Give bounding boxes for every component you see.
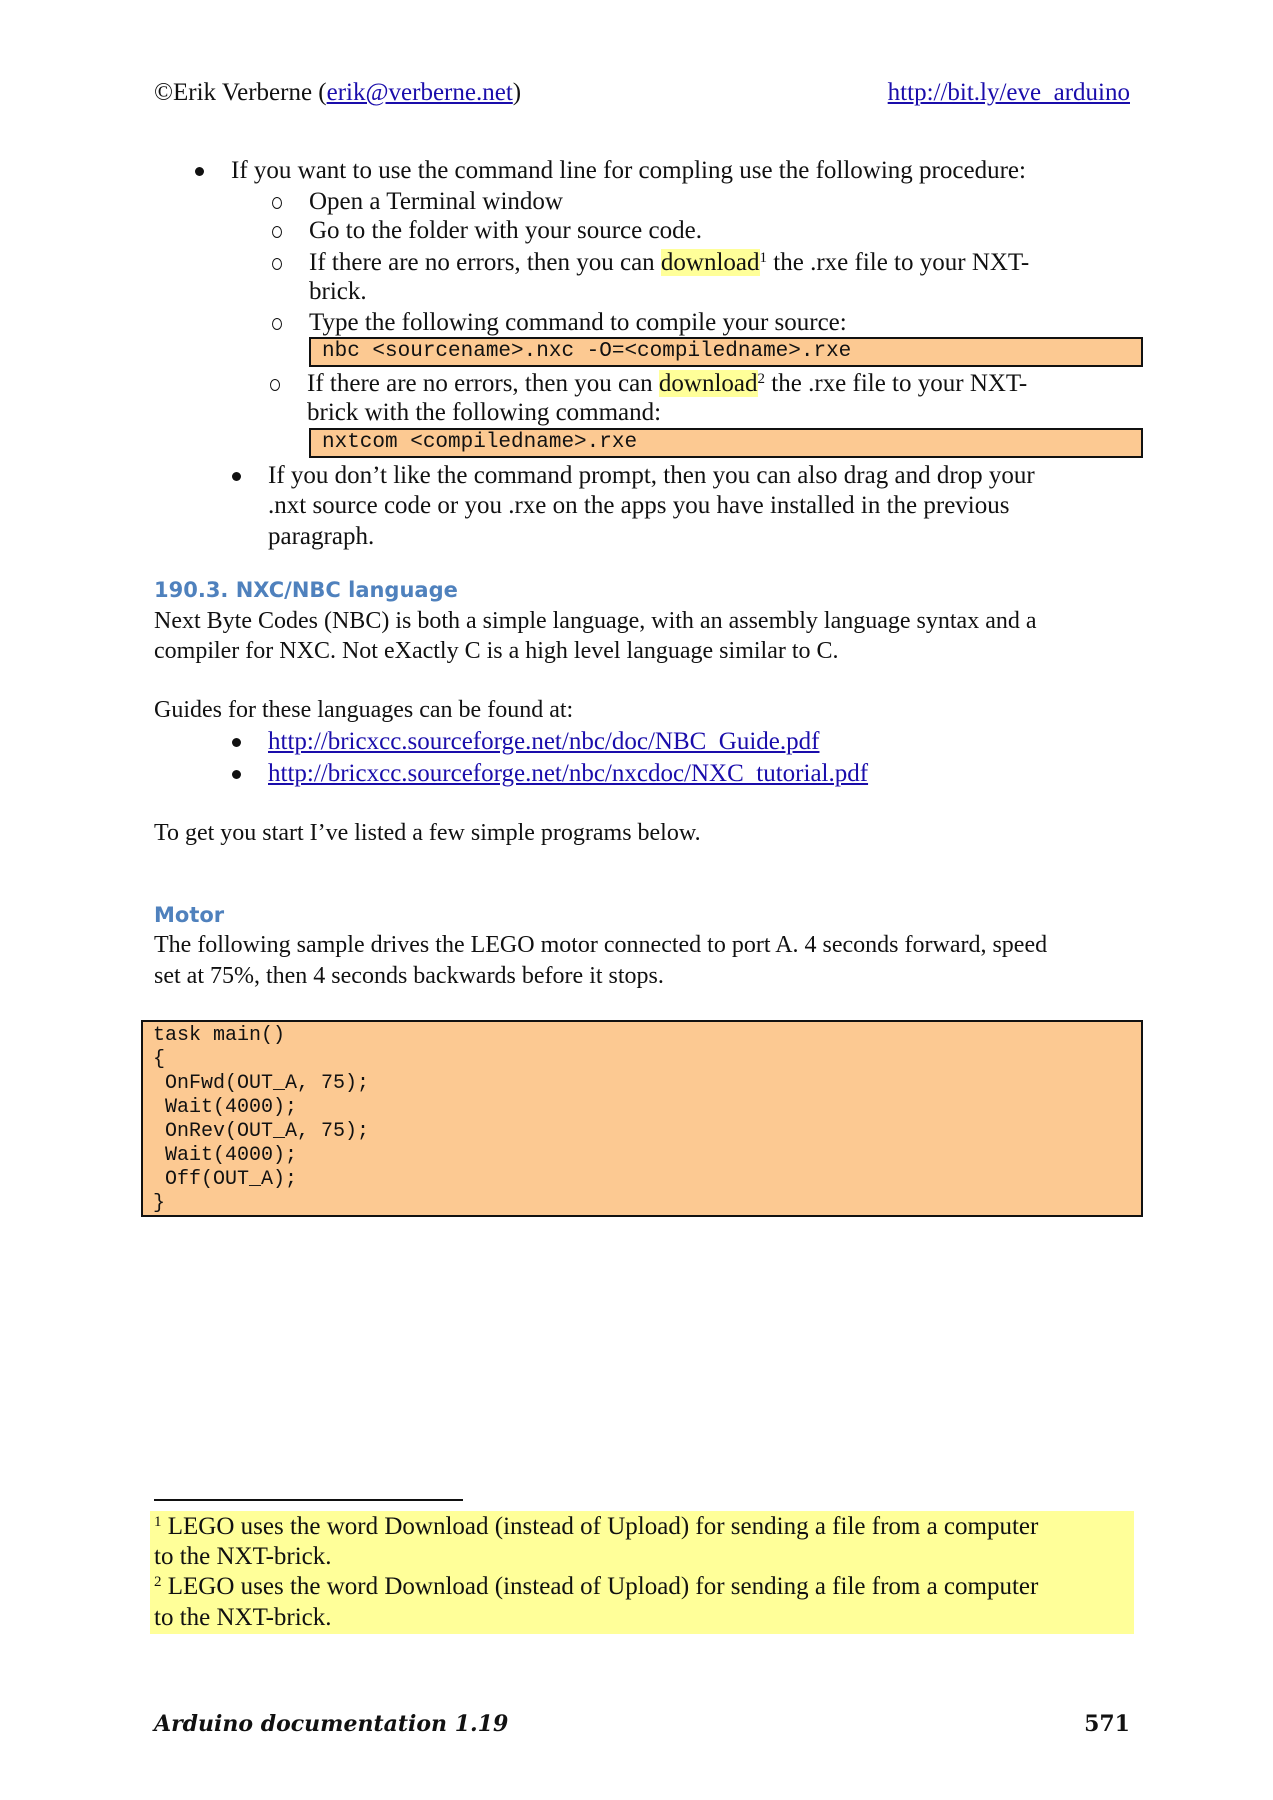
author-name: ©Erik Verberne ( <box>154 79 327 106</box>
footnote-text: LEGO uses the word Download (instead of Upload) for sending a file from a computer <box>161 1573 1039 1600</box>
bullet-icon <box>232 472 241 481</box>
intro-programs-text: To get you start I’ve listed a few simple programs below. <box>154 820 701 846</box>
paren: ) <box>512 79 522 106</box>
text: If there are no errors, then you can <box>309 249 661 276</box>
footnote-2 <box>154 1572 1038 1602</box>
footnote-2-cont: to the NXT-brick. <box>154 1604 332 1631</box>
code-line: OnRev(OUT_A, 75); <box>153 1120 370 1143</box>
step-text-cont: brick with the following command: <box>307 399 662 426</box>
footnote-ref[interactable]: 2 <box>757 371 766 387</box>
command-box <box>309 337 1143 367</box>
highlighted-word: download <box>658 370 758 397</box>
sub-bullet-icon <box>272 318 282 330</box>
text: the .rxe file to your NXT- <box>765 370 1028 397</box>
highlighted-word: download <box>660 249 760 276</box>
command-text: nxtcom <compiledname>.rxe <box>322 431 638 454</box>
command-box <box>309 428 1143 458</box>
step-text-cont: brick. <box>309 278 367 305</box>
code-line: Off(OUT_A); <box>153 1168 298 1191</box>
paragraph: The following sample drives the LEGO motor connected to port A. 4 seconds forward, speed <box>154 932 1048 958</box>
sub-bullet-icon <box>272 226 282 238</box>
code-line: { <box>153 1048 166 1071</box>
sub-bullet-icon <box>272 197 282 209</box>
bullet-icon <box>195 167 204 176</box>
paragraph: Next Byte Codes (NBC) is both a simple language, with an assembly language syntax and a <box>154 608 1037 634</box>
nxc-tutorial-link[interactable]: http://bricxcc.sourceforge.net/nbc/nxcdoc/NXC_tutorial.pdf <box>268 760 869 787</box>
nbc-guide-link[interactable]: http://bricxcc.sourceforge.net/nbc/doc/NBC_Guide.pdf <box>268 728 820 755</box>
code-line: Wait(4000); <box>153 1144 298 1167</box>
drag-text: .nxt source code or you .rxe on the apps you have installed in the previous <box>268 492 1010 519</box>
sub-bullet-icon <box>272 258 282 270</box>
footnote-text: LEGO uses the word Download (instead of Upload) for sending a file from a computer <box>161 1513 1039 1540</box>
text: If there are no errors, then you can <box>307 370 659 397</box>
code-line: } <box>153 1192 166 1215</box>
footnote-ref[interactable]: 1 <box>759 250 768 266</box>
bullet-icon <box>232 738 241 747</box>
header-url-link[interactable]: http://bit.ly/eve_arduino <box>887 79 1130 106</box>
bullet-icon <box>232 770 241 779</box>
footnote-separator <box>154 1499 463 1501</box>
step-text <box>307 369 1027 399</box>
footnote-1-cont: to the NXT-brick. <box>154 1543 332 1570</box>
drag-text: paragraph. <box>268 523 375 550</box>
footnote-1 <box>154 1512 1038 1542</box>
command-text: nbc <sourcename>.nxc -O=<compiledname>.rxe <box>322 340 852 363</box>
page-header-author <box>154 78 521 108</box>
step-text: Type the following command to compile your source: <box>309 309 847 336</box>
code-block <box>141 1020 1143 1217</box>
step-text: Go to the folder with your source code. <box>309 217 702 244</box>
step-text <box>309 248 1029 278</box>
step-text: Open a Terminal window <box>309 188 563 215</box>
paragraph: compiler for NXC. Not eXactly C is a high level language similar to C. <box>154 638 839 664</box>
guides-text: Guides for these languages can be found at: <box>154 697 574 723</box>
paragraph: set at 75%, then 4 seconds backwards before it stops. <box>154 963 664 989</box>
page-number: 571 <box>1084 1711 1130 1737</box>
drag-text: If you don’t like the command prompt, then you can also drag and drop your <box>268 462 1035 489</box>
footer-title: Arduino documentation 1.19 <box>154 1711 509 1737</box>
code-line: task main() <box>153 1024 286 1047</box>
code-line: Wait(4000); <box>153 1096 298 1119</box>
footnote-number: 1 <box>154 1514 162 1530</box>
text: the .rxe file to your NXT- <box>767 249 1030 276</box>
footnote-number: 2 <box>154 1574 162 1590</box>
intro-text: If you want to use the command line for compling use the following procedure: <box>231 157 1026 184</box>
sub-bullet-icon <box>270 379 280 391</box>
motor-heading: Motor <box>154 903 225 927</box>
email-link[interactable]: erik@verberne.net <box>326 79 513 106</box>
code-line: OnFwd(OUT_A, 75); <box>153 1072 370 1095</box>
section-heading: 190.3. NXC/NBC language <box>154 578 458 602</box>
